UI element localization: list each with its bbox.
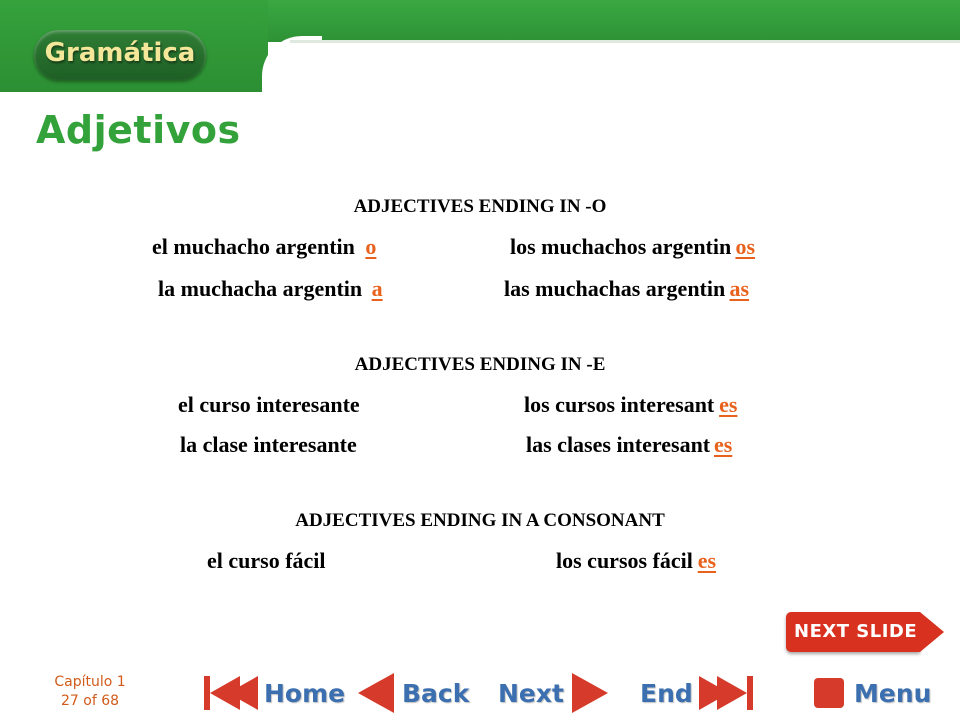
- row-text: el curso interesante: [178, 392, 360, 417]
- next-slide-arrow-icon: [920, 612, 944, 652]
- answer-blank: es: [697, 548, 717, 573]
- row-text: las muchachas argentin: [504, 276, 726, 301]
- section-heading-e: ADJECTIVES ENDING IN -E: [354, 354, 606, 375]
- section-heading-o: ADJECTIVES ENDING IN -O: [353, 196, 607, 217]
- home-arrow-icon: [228, 676, 258, 710]
- next-label: Next: [498, 678, 564, 708]
- row-left: [180, 432, 357, 458]
- row-left: [178, 392, 360, 418]
- row-text: el curso fácil: [207, 548, 326, 573]
- menu-button[interactable]: [814, 668, 931, 718]
- row-text: la muchacha argentin: [158, 276, 363, 301]
- answer-blank: as: [729, 276, 750, 301]
- banner-curve: [262, 36, 322, 96]
- answer-blank: os: [735, 234, 756, 259]
- back-label: Back: [402, 678, 470, 708]
- section-badge-label: Gramática: [44, 38, 196, 68]
- row-right: [524, 392, 742, 418]
- row-right: [510, 234, 759, 260]
- row-left: [207, 548, 326, 574]
- next-button[interactable]: [498, 668, 608, 718]
- end-arrow-icon: [717, 676, 747, 710]
- row-left: [152, 234, 387, 260]
- answer-blank: es: [719, 392, 738, 417]
- next-slide-label: NEXT SLIDE: [794, 621, 918, 642]
- answer-blank: es: [713, 432, 733, 457]
- row-right: [556, 548, 721, 574]
- home-label: Home: [264, 678, 346, 708]
- row-text: el muchacho argentin: [152, 234, 355, 259]
- row-right: [526, 432, 736, 458]
- section-heading-consonant: ADJECTIVES ENDING IN A CONSONANT: [295, 510, 665, 531]
- back-arrow-icon: [358, 673, 394, 713]
- home-button[interactable]: [204, 668, 345, 718]
- row-text: los cursos interesant: [524, 392, 715, 417]
- page-title: Adjetivos: [36, 108, 241, 152]
- answer-blank: a: [371, 276, 383, 301]
- page-counter: 27 of 68: [60, 693, 120, 709]
- header-banner: [0, 0, 960, 92]
- back-button[interactable]: [358, 668, 469, 718]
- row-left: [158, 276, 392, 302]
- chapter-indicator: [42, 673, 138, 711]
- row-right: [504, 276, 753, 302]
- end-label: End: [640, 678, 693, 708]
- row-text: las clases interesant: [526, 432, 711, 457]
- chapter-label: Capítulo 1: [54, 674, 126, 690]
- next-slide-button[interactable]: [786, 612, 946, 652]
- row-text: la clase interesante: [180, 432, 357, 457]
- banner-divider: [290, 40, 960, 43]
- end-button[interactable]: [640, 668, 753, 718]
- section-badge: [34, 30, 206, 80]
- row-text: los cursos fácil: [556, 548, 693, 573]
- menu-label: Menu: [854, 678, 932, 708]
- end-bar-icon: [747, 676, 753, 710]
- menu-square-icon: [814, 678, 844, 708]
- next-arrow-icon: [572, 673, 608, 713]
- row-text: los muchachos argentin: [510, 234, 732, 259]
- answer-blank: o: [365, 234, 377, 259]
